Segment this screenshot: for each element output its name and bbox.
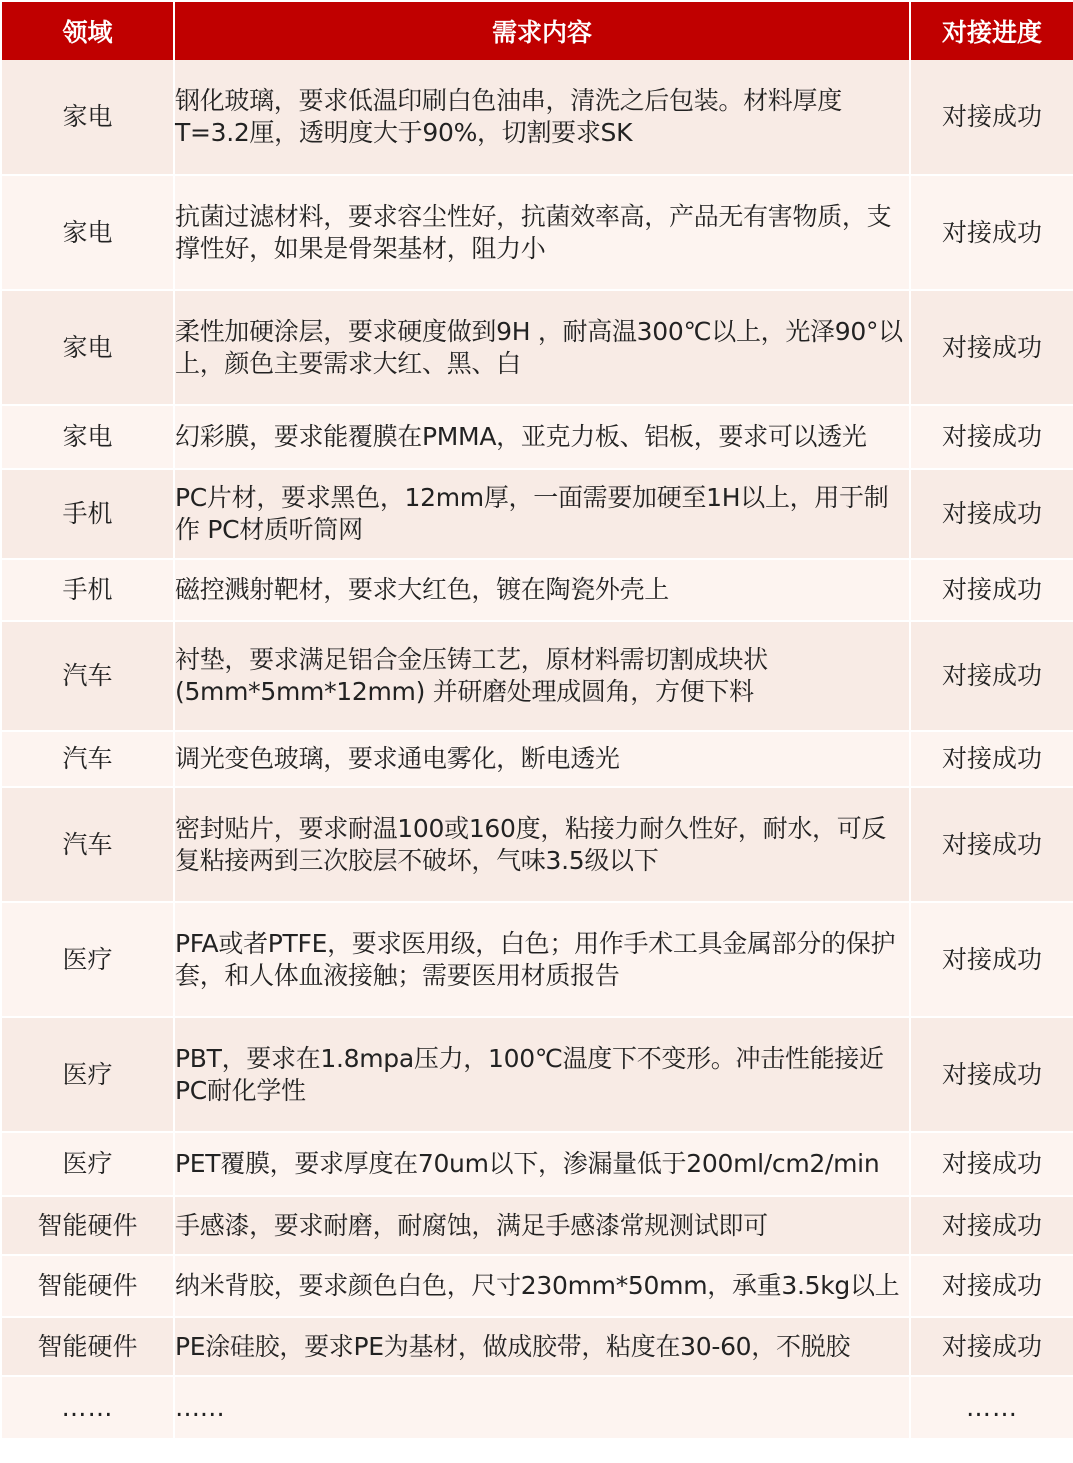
cell-content [174,405,910,469]
header-domain: 领域 [1,1,174,60]
table-row [1,469,1073,559]
table-row [1,621,1073,731]
table-row [1,1255,1073,1317]
cell-content-text: PC片材，要求黑色，12mm厚，一面需要加硬至1H以上，用于制作 PC材质听筒网 [175,483,889,544]
table-row [1,559,1073,621]
cell-domain: 智能硬件 [1,1196,174,1255]
cell-content [174,1132,910,1196]
cell-content [174,902,910,1017]
table-row [1,787,1073,902]
cell-content-text: 柔性加硬涂层，要求硬度做到9H ，耐高温300℃以上，光泽90°以上，颜色主要需求大红、黑、白 [175,316,903,378]
cell-content-text: PET覆膜，要求厚度在70um以下，渗漏量低于200ml/cm2/min [175,1149,880,1178]
table-row [1,1132,1073,1196]
cell-content-text: 密封贴片，要求耐温100或160度，粘接力耐久性好，耐水，可反复粘接两到三次胶层不破坏，气味3.5级以下 [175,813,887,875]
table-row [1,1376,1073,1439]
cell-content-text: 抗菌过滤材料，要求容尘性好，抗菌效率高，产品无有害物质，支撑性好，如果是骨架基材，阻力小 [175,201,892,263]
header-row [1,1,1073,60]
cell-domain: 医疗 [1,1017,174,1132]
cell-content-text: …… [175,1392,225,1422]
cell-domain: 手机 [1,559,174,621]
cell-domain: 家电 [1,60,174,175]
cell-content [174,1017,910,1132]
cell-progress: 对接成功 [910,1255,1073,1317]
cell-content [174,731,910,787]
cell-content [174,290,910,405]
cell-progress: 对接成功 [910,621,1073,731]
cell-progress: 对接成功 [910,1196,1073,1255]
cell-content [174,469,910,559]
cell-progress: 对接成功 [910,469,1073,559]
cell-progress: 对接成功 [910,290,1073,405]
cell-content-text: 幻彩膜，要求能覆膜在PMMA，亚克力板、铝板，要求可以透光 [175,422,867,451]
cell-domain: 汽车 [1,787,174,902]
cell-progress: …… [910,1376,1073,1439]
cell-domain: 智能硬件 [1,1317,174,1376]
cell-content-text: 钢化玻璃，要求低温印刷白色油串，清洗之后包装。材料厚度T=3.2厘，透明度大于90%，切割要求SK [175,86,842,147]
cell-progress: 对接成功 [910,1132,1073,1196]
cell-progress: 对接成功 [910,731,1073,787]
cell-content-text: PE涂硅胶，要求PE为基材，做成胶带，粘度在30-60，不脱胶 [175,1331,851,1361]
cell-content [174,175,910,290]
cell-domain: 家电 [1,290,174,405]
table-row [1,405,1073,469]
table-row [1,290,1073,405]
cell-content [174,559,910,621]
cell-progress: 对接成功 [910,787,1073,902]
cell-content-text: PFA或者PTFE，要求医用级，白色；用作手术工具金属部分的保护套，和人体血液接触；需要医用材质报告 [175,928,896,990]
table-row [1,175,1073,290]
cell-content [174,1317,910,1376]
cell-domain: 医疗 [1,1132,174,1196]
cell-content [174,1255,910,1317]
cell-domain: 汽车 [1,621,174,731]
cell-domain: 汽车 [1,731,174,787]
cell-content-text: 衬垫，要求满足铝合金压铸工艺，原材料需切割成块状(5mm*5mm*12mm) 并研磨处理成圆角，方便下料 [175,645,768,706]
cell-domain: …… [1,1376,174,1439]
cell-progress: 对接成功 [910,1317,1073,1376]
cell-progress: 对接成功 [910,559,1073,621]
cell-domain: 手机 [1,469,174,559]
cell-content [174,60,910,175]
cell-domain: 医疗 [1,902,174,1017]
table-row [1,60,1073,175]
cell-progress: 对接成功 [910,902,1073,1017]
table-row [1,1317,1073,1376]
cell-content-text: PBT，要求在1.8mpa压力，100℃温度下不变形。冲击性能接近PC耐化学性 [175,1043,884,1105]
header-content: 需求内容 [174,1,910,60]
cell-content [174,1196,910,1255]
cell-content-text: 手感漆，要求耐磨，耐腐蚀，满足手感漆常规测试即可 [175,1210,768,1240]
cell-progress: 对接成功 [910,175,1073,290]
cell-content [174,787,910,902]
header-progress: 对接进度 [910,1,1073,60]
table-row [1,731,1073,787]
cell-content-text: 调光变色玻璃，要求通电雾化，断电透光 [175,744,620,773]
cell-domain: 家电 [1,175,174,290]
cell-progress: 对接成功 [910,60,1073,175]
table-row [1,1196,1073,1255]
table-row [1,902,1073,1017]
cell-content [174,1376,910,1439]
cell-content [174,621,910,731]
table-row [1,1017,1073,1132]
cell-domain: 家电 [1,405,174,469]
cell-progress: 对接成功 [910,405,1073,469]
cell-content-text: 磁控溅射靶材，要求大红色，镀在陶瓷外壳上 [175,575,670,604]
cell-progress: 对接成功 [910,1017,1073,1132]
cell-domain: 智能硬件 [1,1255,174,1317]
cell-content-text: 纳米背胶，要求颜色白色，尺寸230mm*50mm，承重3.5kg以上 [175,1271,900,1300]
